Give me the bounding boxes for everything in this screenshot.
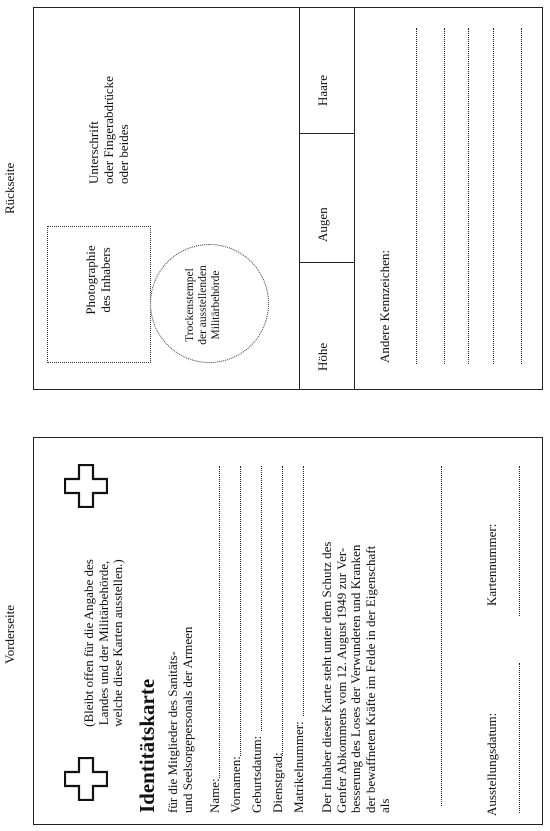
other-marks-line-3 [468,28,469,364]
other-marks-line-1 [416,28,417,364]
stamp-label: Trockenstempel der ausstellenden Militärbehörde [184,265,222,345]
card-number-line [519,466,520,616]
field-geburtsdatum-line [261,466,262,731]
field-vornamen-line [240,466,241,756]
haare-label: Haare [315,74,330,106]
front-side-heading: Vorderseite [2,605,17,664]
issue-date-line [519,663,520,813]
field-matrikelnummer-label: Matrikelnummer: [291,721,306,813]
signature-label: Unterschrift oder Fingerabdrücke oder beides [86,76,131,184]
field-vornamen-label: Vornamen: [228,756,243,813]
back-card-divider [354,8,355,389]
field-geburtsdatum-label: Geburtsdatum: [249,735,264,813]
field-matrikelnummer-line [303,466,304,716]
other-marks-label: Andere Kennzeichen: [377,250,392,363]
card-title: Identitätskarte [135,678,159,813]
geneva-convention-statement: Der Inhaber dieser Karte steht unter dem Schutz des Genfer Abkommens vom 12. August 1949 zur Ver- besserung des Loses der Verwundeten und Kranken der bewaffneten Kräfte im Felde in der Eigenschaft als [319,541,392,813]
photo-label: Photographie des Inhabers [83,245,113,315]
field-dienstgrad-label: Dienstgrad: [270,752,285,813]
back-side-heading: Rückseite [2,162,17,214]
back-card [33,7,543,390]
card-subtitle: für die Mitglieder des Sanitäts- und Seelsorgepersonals der Armeen [165,626,195,813]
other-marks-line-5 [521,28,522,364]
field-name-label: Name: [207,778,222,813]
table-line-left [299,8,300,389]
issuing-authority-note: (Bleibt offen für die Angabe des Landes und der Militärbehörde, welche diese Karten ausstellen.) [81,559,125,727]
hoehe-label: Höhe [315,342,330,371]
table-row-sep-2 [299,262,354,263]
other-marks-line-2 [444,28,445,364]
role-line [441,466,442,806]
field-name-line [219,466,220,778]
other-marks-line-4 [493,28,494,364]
issue-date-label: Ausstellungsdatum: [484,712,499,816]
card-number-label: Kartennummer: [484,523,499,606]
front-card [33,437,543,825]
red-cross-emblem-top [64,464,108,508]
augen-label: Augen [315,207,330,242]
red-cross-emblem-bottom [64,757,108,801]
table-row-sep-1 [299,133,354,134]
field-dienstgrad-line [282,466,283,756]
